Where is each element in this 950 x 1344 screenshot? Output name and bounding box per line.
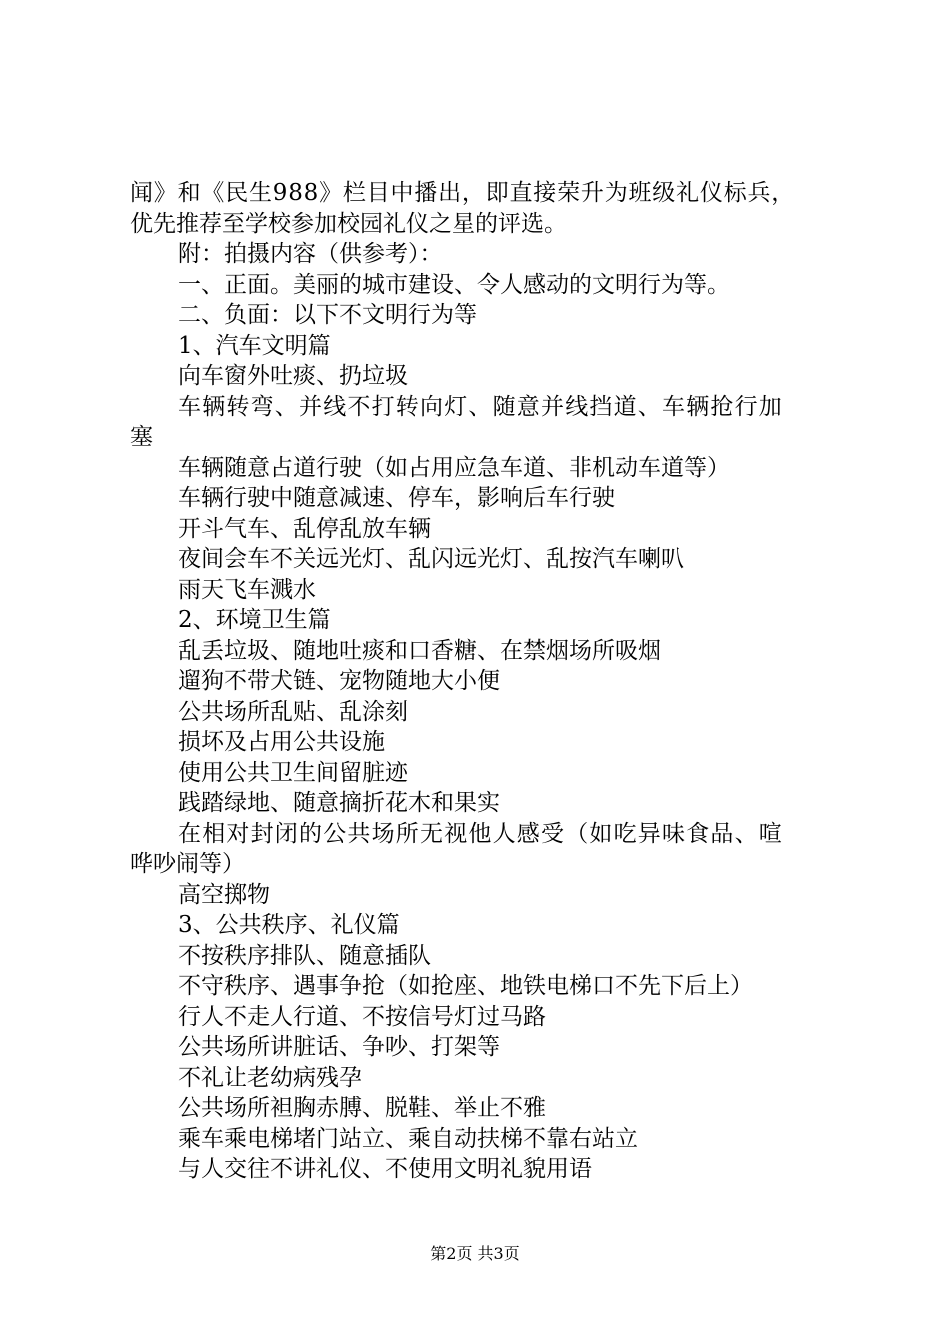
list-item: 开斗气车、乱停乱放车辆 xyxy=(178,515,431,542)
list-item-continuation: 哗吵闹等） xyxy=(130,851,245,877)
section-heading: 2、环境卫生篇 xyxy=(178,607,331,633)
list-item: 不礼让老幼病残孕 xyxy=(178,1064,362,1091)
text-line: 优先推荐至学校参加校园礼仪之星的评选。 xyxy=(130,210,567,237)
list-item: 损坏及占用公共设施 xyxy=(178,729,385,755)
list-item: 乱丢垃圾、随地吐痰和口香糖、在禁烟场所吸烟 xyxy=(178,637,661,664)
list-item: 在相对封闭的公共场所无视他人感受（如吃异味食品、喧 xyxy=(178,820,783,847)
list-item: 乘车乘电梯堵门站立、乘自动扶梯不靠右站立 xyxy=(178,1125,638,1152)
list-item: 车辆行驶中随意减速、停车，影响后车行驶 xyxy=(178,485,615,511)
list-item: 车辆转弯、并线不打转向灯、随意并线挡道、车辆抢行加 xyxy=(178,393,783,420)
section-heading: 3、公共秩序、礼仪篇 xyxy=(178,912,400,938)
list-item: 公共场所讲脏话、争吵、打架等 xyxy=(178,1034,500,1060)
list-item: 夜间会车不关远光灯、乱闪远光灯、乱按汽车喇叭 xyxy=(178,546,684,572)
text-line: 附：拍摄内容（供参考）： xyxy=(178,241,443,267)
list-item: 使用公共卫生间留脏迹 xyxy=(178,759,408,786)
list-item: 践踏绿地、随意摘折花木和果实 xyxy=(178,790,500,816)
text-line: 二、负面：以下不文明行为等 xyxy=(178,302,477,328)
text-line: 闻》和《民生988》栏目中播出，即直接荣升为班级礼仪标兵， xyxy=(130,180,796,206)
list-item: 高空掷物 xyxy=(178,881,270,908)
list-item: 公共场所袒胸赤膊、脱鞋、举止不雅 xyxy=(178,1095,546,1121)
list-item: 雨天飞车溅水 xyxy=(178,576,316,603)
page-number-label: 第2页 共3页 xyxy=(430,1244,520,1263)
list-item: 车辆随意占道行驶（如占用应急车道、非机动车道等） xyxy=(178,454,730,481)
document-body xyxy=(130,178,830,1185)
list-item: 行人不走人行道、不按信号灯过马路 xyxy=(178,1003,546,1030)
list-item: 向车窗外吐痰、扔垃圾 xyxy=(178,363,408,389)
list-item: 不守秩序、遇事争抢（如抢座、地铁电梯口不先下后上） xyxy=(178,973,753,999)
list-item: 遛狗不带犬链、宠物随地大小便 xyxy=(178,668,500,694)
list-item: 不按秩序排队、随意插队 xyxy=(178,942,431,969)
text-line: 一、正面。美丽的城市建设、令人感动的文明行为等。 xyxy=(178,271,730,298)
list-item: 公共场所乱贴、乱涂刻 xyxy=(178,698,408,725)
section-heading: 1、汽车文明篇 xyxy=(178,332,331,359)
page-footer xyxy=(0,1244,950,1264)
list-item: 与人交往不讲礼仪、不使用文明礼貌用语 xyxy=(178,1156,592,1182)
list-item-continuation: 塞 xyxy=(130,424,153,450)
